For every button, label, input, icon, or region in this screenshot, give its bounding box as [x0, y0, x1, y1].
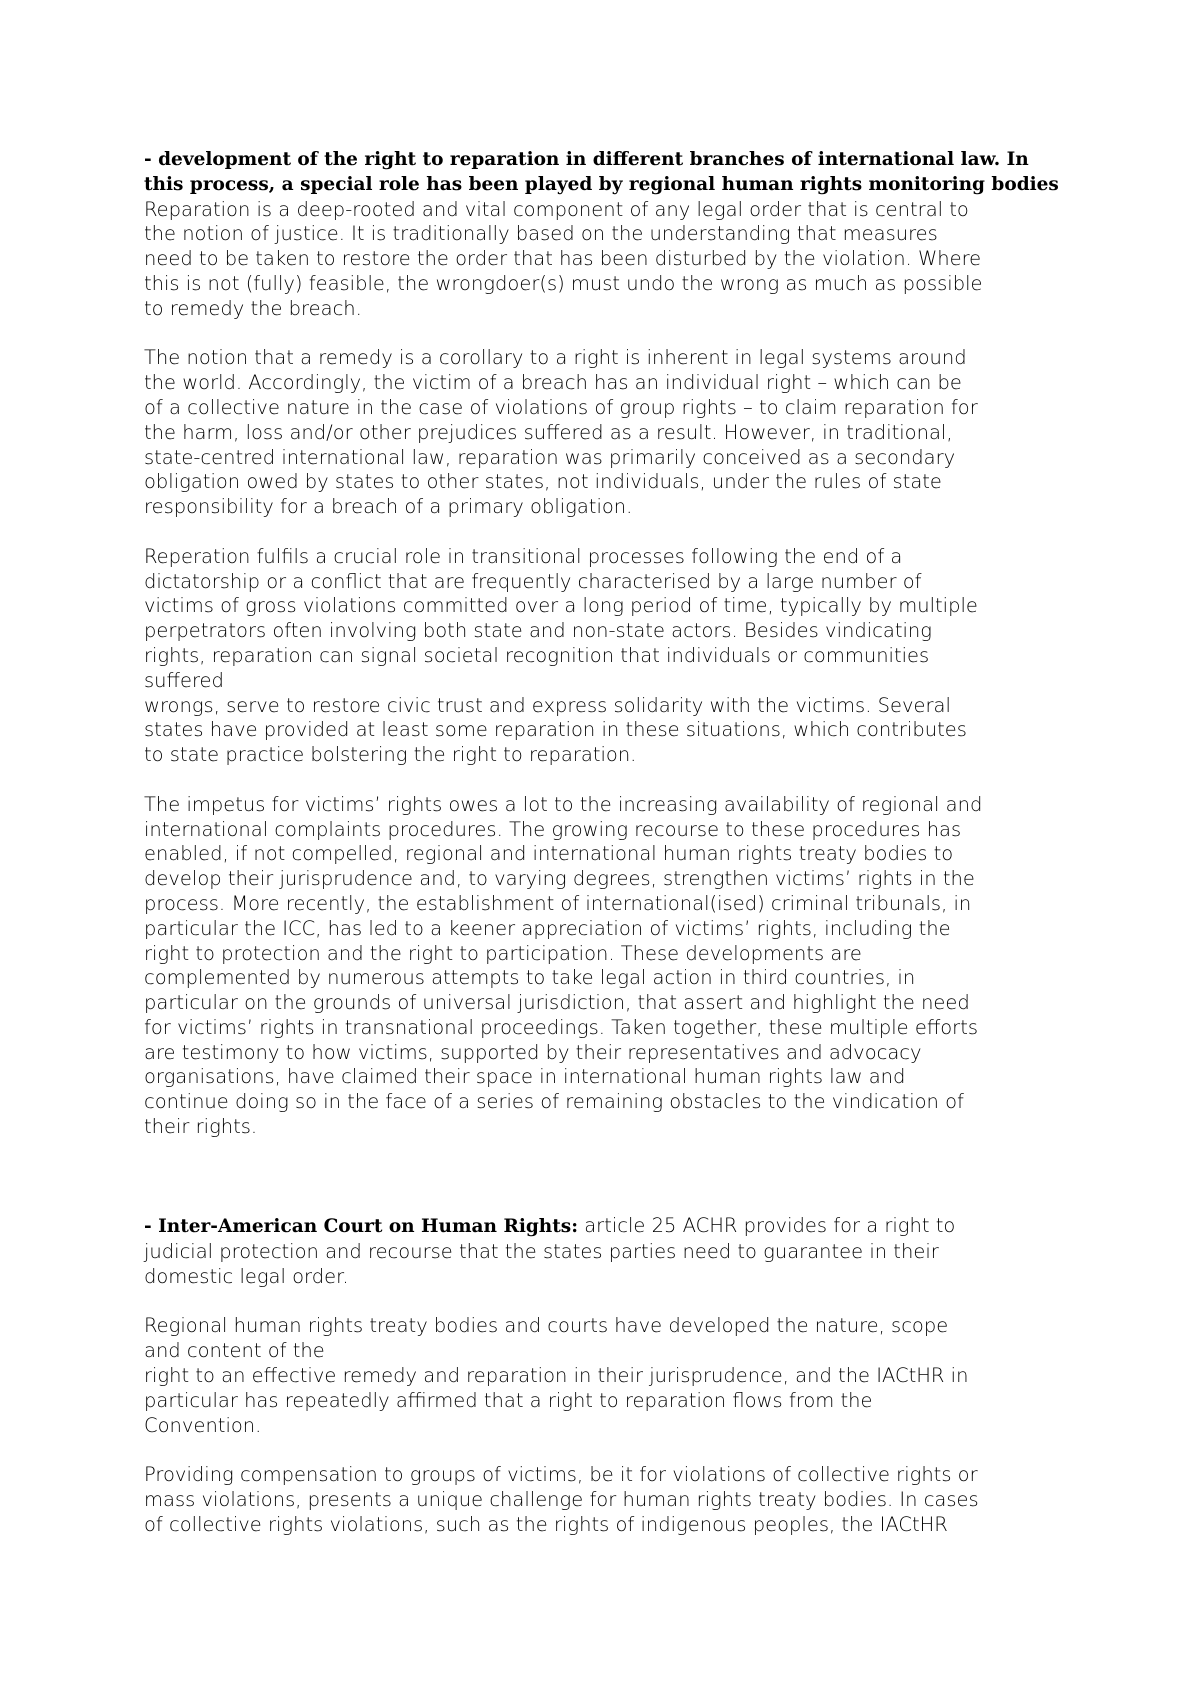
- text-line: Providing compensation to groups of victims, be it for violations of collective rights or: [144, 1463, 978, 1487]
- text-line: particular on the grounds of universal jurisdiction, that assert and highlight the need: [144, 991, 970, 1015]
- text-line: Reparation is a deep-rooted and vital component of any legal order that is central to: [144, 197, 969, 221]
- text-line: are testimony to how victims, supported by their representatives and advocacy: [144, 1040, 922, 1064]
- text-line: dictatorship or a conflict that are frequently characterised by a large number of: [144, 569, 922, 593]
- text-line: domestic legal order.: [144, 1264, 349, 1288]
- text-line: The impetus for victims’ rights owes a lot to the increasing availability of regional and: [144, 792, 983, 816]
- text-line: enabled, if not compelled, regional and international human rights treaty bodies to: [144, 842, 954, 866]
- paragraph-regional-treaty-bodies: [144, 1314, 1074, 1438]
- heading-line: this process, a special role has been played by regional human rights monitoring bodies: [144, 173, 1059, 195]
- heading-continuation: article 25 ACHR provides for a right to: [578, 1214, 956, 1238]
- paragraph-gap: [144, 1438, 1074, 1463]
- paragraph-remedy-corollary: [144, 346, 1074, 520]
- paragraph-gap: [144, 768, 1074, 793]
- text-line: Reperation fulfils a crucial role in transitional processes following the end of a: [144, 544, 903, 568]
- paragraph-gap: [144, 322, 1074, 347]
- text-line: perpetrators often involving both state and non-state actors. Besides vindicating: [144, 619, 932, 643]
- text-line: international complaints procedures. The growing recourse to these procedures has: [144, 817, 962, 841]
- paragraph-victims-rights-impetus: [144, 793, 1074, 1140]
- text-line: need to be taken to restore the order that has been disturbed by the violation. Where: [144, 247, 982, 271]
- text-line: responsibility for a breach of a primary obligation.: [144, 495, 633, 519]
- text-line: to remedy the breach.: [144, 296, 362, 320]
- text-line: rights, reparation can signal societal recognition that individuals or communities: [144, 643, 930, 667]
- paragraph-transitional-processes: [144, 545, 1074, 768]
- text-line: this is not (fully) feasible, the wrongdoer(s) must undo the wrong as much as possible: [144, 271, 983, 295]
- section-heading-reparation-development: [144, 148, 1074, 198]
- text-line: organisations, have claimed their space in international human rights law and: [144, 1065, 906, 1089]
- text-line: process. More recently, the establishment of international(ised) criminal tribunals, in: [144, 891, 972, 915]
- text-line: victims of gross violations committed over a long period of time, typically by multiple: [144, 594, 978, 618]
- text-line: state-centred international law, reparation was primarily conceived as a secondary: [144, 445, 956, 469]
- section-gap: [144, 1140, 1074, 1214]
- text-line: mass violations, presents a unique challenge for human rights treaty bodies. In cases: [144, 1488, 979, 1512]
- text-line: of a collective nature in the case of violations of group rights – to claim reparation for: [144, 395, 978, 419]
- text-line: Convention.: [144, 1413, 262, 1437]
- text-line: the world. Accordingly, the victim of a breach has an individual right – which can be: [144, 371, 962, 395]
- section-heading-inter-american-court: - Inter-American Court on Human Rights:: [144, 1216, 579, 1238]
- paragraph-gap: [144, 1290, 1074, 1315]
- text-line: of collective rights violations, such as the rights of indigenous peoples, the IACtHR: [144, 1512, 948, 1536]
- text-line: particular the ICC, has led to a keener appreciation of victims’ rights, including the: [144, 916, 951, 940]
- text-line: the harm, loss and/or other prejudices suffered as a result. However, in traditional,: [144, 420, 953, 444]
- text-line: the notion of justice. It is traditionally based on the understanding that measures: [144, 222, 938, 246]
- text-line: states have provided at least some reparation in these situations, which contributes: [144, 718, 967, 742]
- text-line: develop their jurisprudence and, to varying degrees, strengthen victims’ rights in the: [144, 867, 975, 891]
- text-line: particular has repeatedly affirmed that a right to reparation flows from the: [144, 1388, 873, 1412]
- paragraph-group-compensation: [144, 1463, 1074, 1537]
- text-line: continue doing so in the face of a series of remaining obstacles to the vindication of: [144, 1090, 964, 1114]
- paragraph-gap: [144, 520, 1074, 545]
- text-line: suffered: [144, 668, 224, 692]
- paragraph-inter-american-court: [144, 1214, 1074, 1289]
- text-line: their rights.: [144, 1115, 258, 1139]
- document-page: [144, 148, 1074, 1538]
- heading-line: - development of the right to reparation in different branches of international law. In: [144, 149, 1029, 170]
- text-line: right to protection and the right to participation. These developments are: [144, 941, 862, 965]
- text-line: and content of the: [144, 1339, 325, 1363]
- text-line: obligation owed by states to other states, not individuals, under the rules of state: [144, 470, 942, 494]
- text-line: complemented by numerous attempts to take legal action in third countries, in: [144, 966, 916, 990]
- text-line: for victims’ rights in transnational proceedings. Taken together, these multiple efforts: [144, 1015, 979, 1039]
- text-line: Regional human rights treaty bodies and courts have developed the nature, scope: [144, 1314, 949, 1338]
- text-line: [144, 1214, 1074, 1240]
- paragraph-reparation-definition: [144, 198, 1074, 322]
- text-line: The notion that a remedy is a corollary to a right is inherent in legal systems around: [144, 346, 967, 370]
- text-line: wrongs, serve to restore civic trust and express solidarity with the victims. Several: [144, 693, 951, 717]
- text-line: right to an effective remedy and reparation in their jurisprudence, and the IACtHR in: [144, 1364, 969, 1388]
- text-line: judicial protection and recourse that the states parties need to guarantee in their: [144, 1240, 939, 1264]
- text-line: to state practice bolstering the right to reparation.: [144, 743, 637, 767]
